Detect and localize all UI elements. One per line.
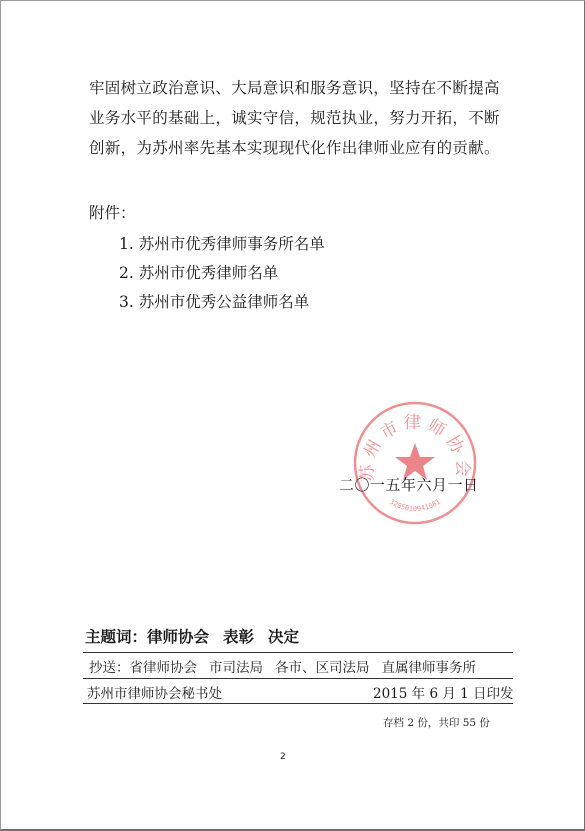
official-seal (351, 399, 479, 527)
cc-line (89, 656, 488, 676)
body-paragraph (89, 73, 529, 163)
seal-number: 3205010941681 (388, 497, 442, 514)
keywords-label: 主题词： (85, 628, 148, 646)
body-line: 业务水平的基础上，诚实守信，规范执业，努力开拓，不断 (89, 109, 500, 127)
copies-count: 存档 2 份，共印 55 份 (383, 717, 490, 729)
keyword: 表彰 (223, 628, 255, 646)
signature-date: 二〇一五年六月一日 (339, 476, 479, 494)
issue-date: 2015 年 6 月 1 日印发 (373, 686, 514, 702)
cc-label: 抄送： (89, 660, 130, 676)
attachment-item: 1. 苏州市优秀律师事务所名单 (119, 235, 325, 253)
cc-recipient: 市司法局 (209, 660, 263, 676)
body-line: 牢固树立政治意识、大局意识和服务意识，坚持在不断提高 (89, 79, 500, 97)
attachments-title: 附件： (89, 204, 136, 222)
keyword: 决定 (268, 628, 300, 646)
cc-recipient: 直属律师事务所 (381, 660, 476, 676)
divider (83, 652, 513, 653)
attachment-item: 2. 苏州市优秀律师名单 (119, 264, 279, 282)
attachment-item: 3. 苏州市优秀公益律师名单 (119, 293, 310, 311)
keywords-line (85, 625, 313, 647)
body-line: 创新，为苏州率先基本实现现代化作出律师业应有的贡献。 (89, 139, 500, 157)
divider (83, 678, 513, 679)
cc-recipient: 省律师协会 (129, 660, 197, 676)
cc-recipient: 各市、区司法局 (275, 660, 370, 676)
divider (83, 703, 513, 704)
keyword: 律师协会 (147, 628, 210, 646)
issuer: 苏州市律师协会秘书处 (87, 686, 222, 702)
seal-text: 苏州市律师协会 (357, 413, 473, 482)
attachments-list (119, 230, 325, 317)
page-number: 2 (280, 752, 286, 762)
